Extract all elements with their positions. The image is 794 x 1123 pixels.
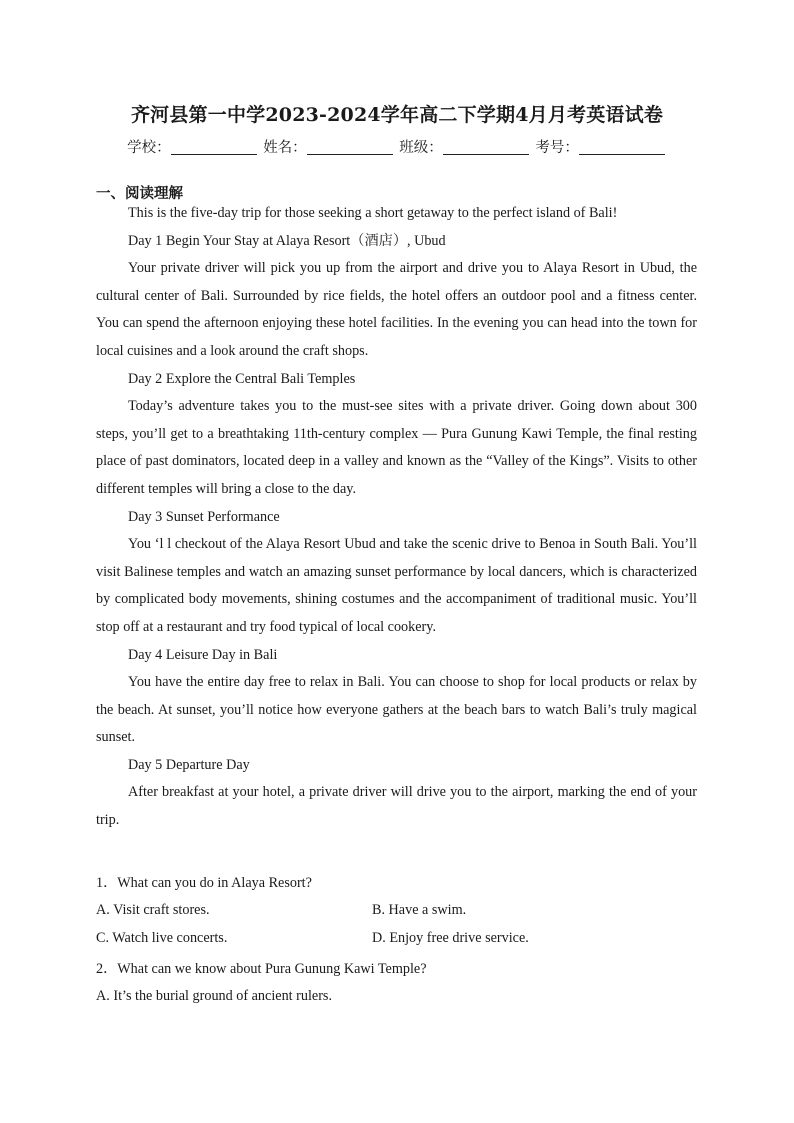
day2-text: Today’s adventure takes you to the must-see sites with a private driver. Going down about 300 steps, you’ll get to a breathtaking 11th-century complex — Pura Gunung Kawi Temple, the final resting place of past dominators, located deep in a valley and known as the “Valley of the Kings”. Visits to other different temples will bring a close to the day. [96,398,697,497]
number-label: 考号： [535,140,579,156]
class-label: 班级： [399,140,443,156]
question-1-option-c[interactable]: C. Watch live concerts. [96,930,228,946]
day1-text: Your private driver will pick you up from the airport and drive you to Alaya Resort in Ubud, the cultural center of Bali. Surrounded by rice fields, the hotel offers an outdoor pool and a fitness center. You can spend the afternoon enjoying these hotel facilities. In the evening you can head into the town for local cuisines and a look around the craft shops. [96,260,697,359]
number-blank[interactable] [579,140,665,155]
day4-title: Day 4 Leisure Day in Bali [128,646,278,663]
day3-title: Day 3 Sunset Performance [128,508,280,525]
day2-title: Day 2 Explore the Central Bali Temples [128,370,356,387]
student-info-line [0,136,794,157]
day5-title: Day 5 Departure Day [128,756,250,773]
section-title: 一、阅读理解 [96,186,183,202]
school-label: 学校： [127,140,171,156]
day5-text: After breakfast at your hotel, a private driver will drive you to the airport, marking the end of your trip. [96,784,697,829]
day1-title: Day 1 Begin Your Stay at Alaya Resort（酒店）, Ubud [128,232,446,249]
question-1-option-a[interactable]: A. Visit craft stores. [96,902,210,918]
day3-text: You ‘l l checkout of the Alaya Resort Ubud and take the scenic drive to Benoa in South Bali. You’ll visit Balinese temples and watch an amazing sunset performance by local dancers, which is characterized by complicated body movements, shining costumes and the accompaniment of traditional music. You’ll stop off at a restaurant and try food typical of local cookery. [96,536,697,635]
question-1-stem: 1．What can you do in Alaya Resort? [96,875,312,891]
question-2-stem: 2．What can we know about Pura Gunung Kawi Temple? [96,961,427,977]
question-2-option-a[interactable]: A. It’s the burial ground of ancient rulers. [96,988,332,1004]
reading-passage [96,200,697,835]
day4-text: You have the entire day free to relax in Bali. You can choose to shop for local products or relax by the beach. At sunset, you’ll notice how everyone gathers at the beach bars to watch Bali’s truly magical sunset. [96,674,697,746]
name-blank[interactable] [307,140,393,155]
question-1-option-d[interactable]: D. Enjoy free drive service. [372,930,529,946]
name-label: 姓名： [263,140,307,156]
class-blank[interactable] [443,140,529,155]
passage-intro: This is the five-day trip for those seeking a short getaway to the perfect island of Bali! [128,205,618,221]
school-blank[interactable] [171,140,257,155]
exam-title: 齐河县第一中学2023-2024学年高二下学期4月月考英语试卷 [130,104,664,126]
question-1-option-b[interactable]: B. Have a swim. [372,902,467,918]
